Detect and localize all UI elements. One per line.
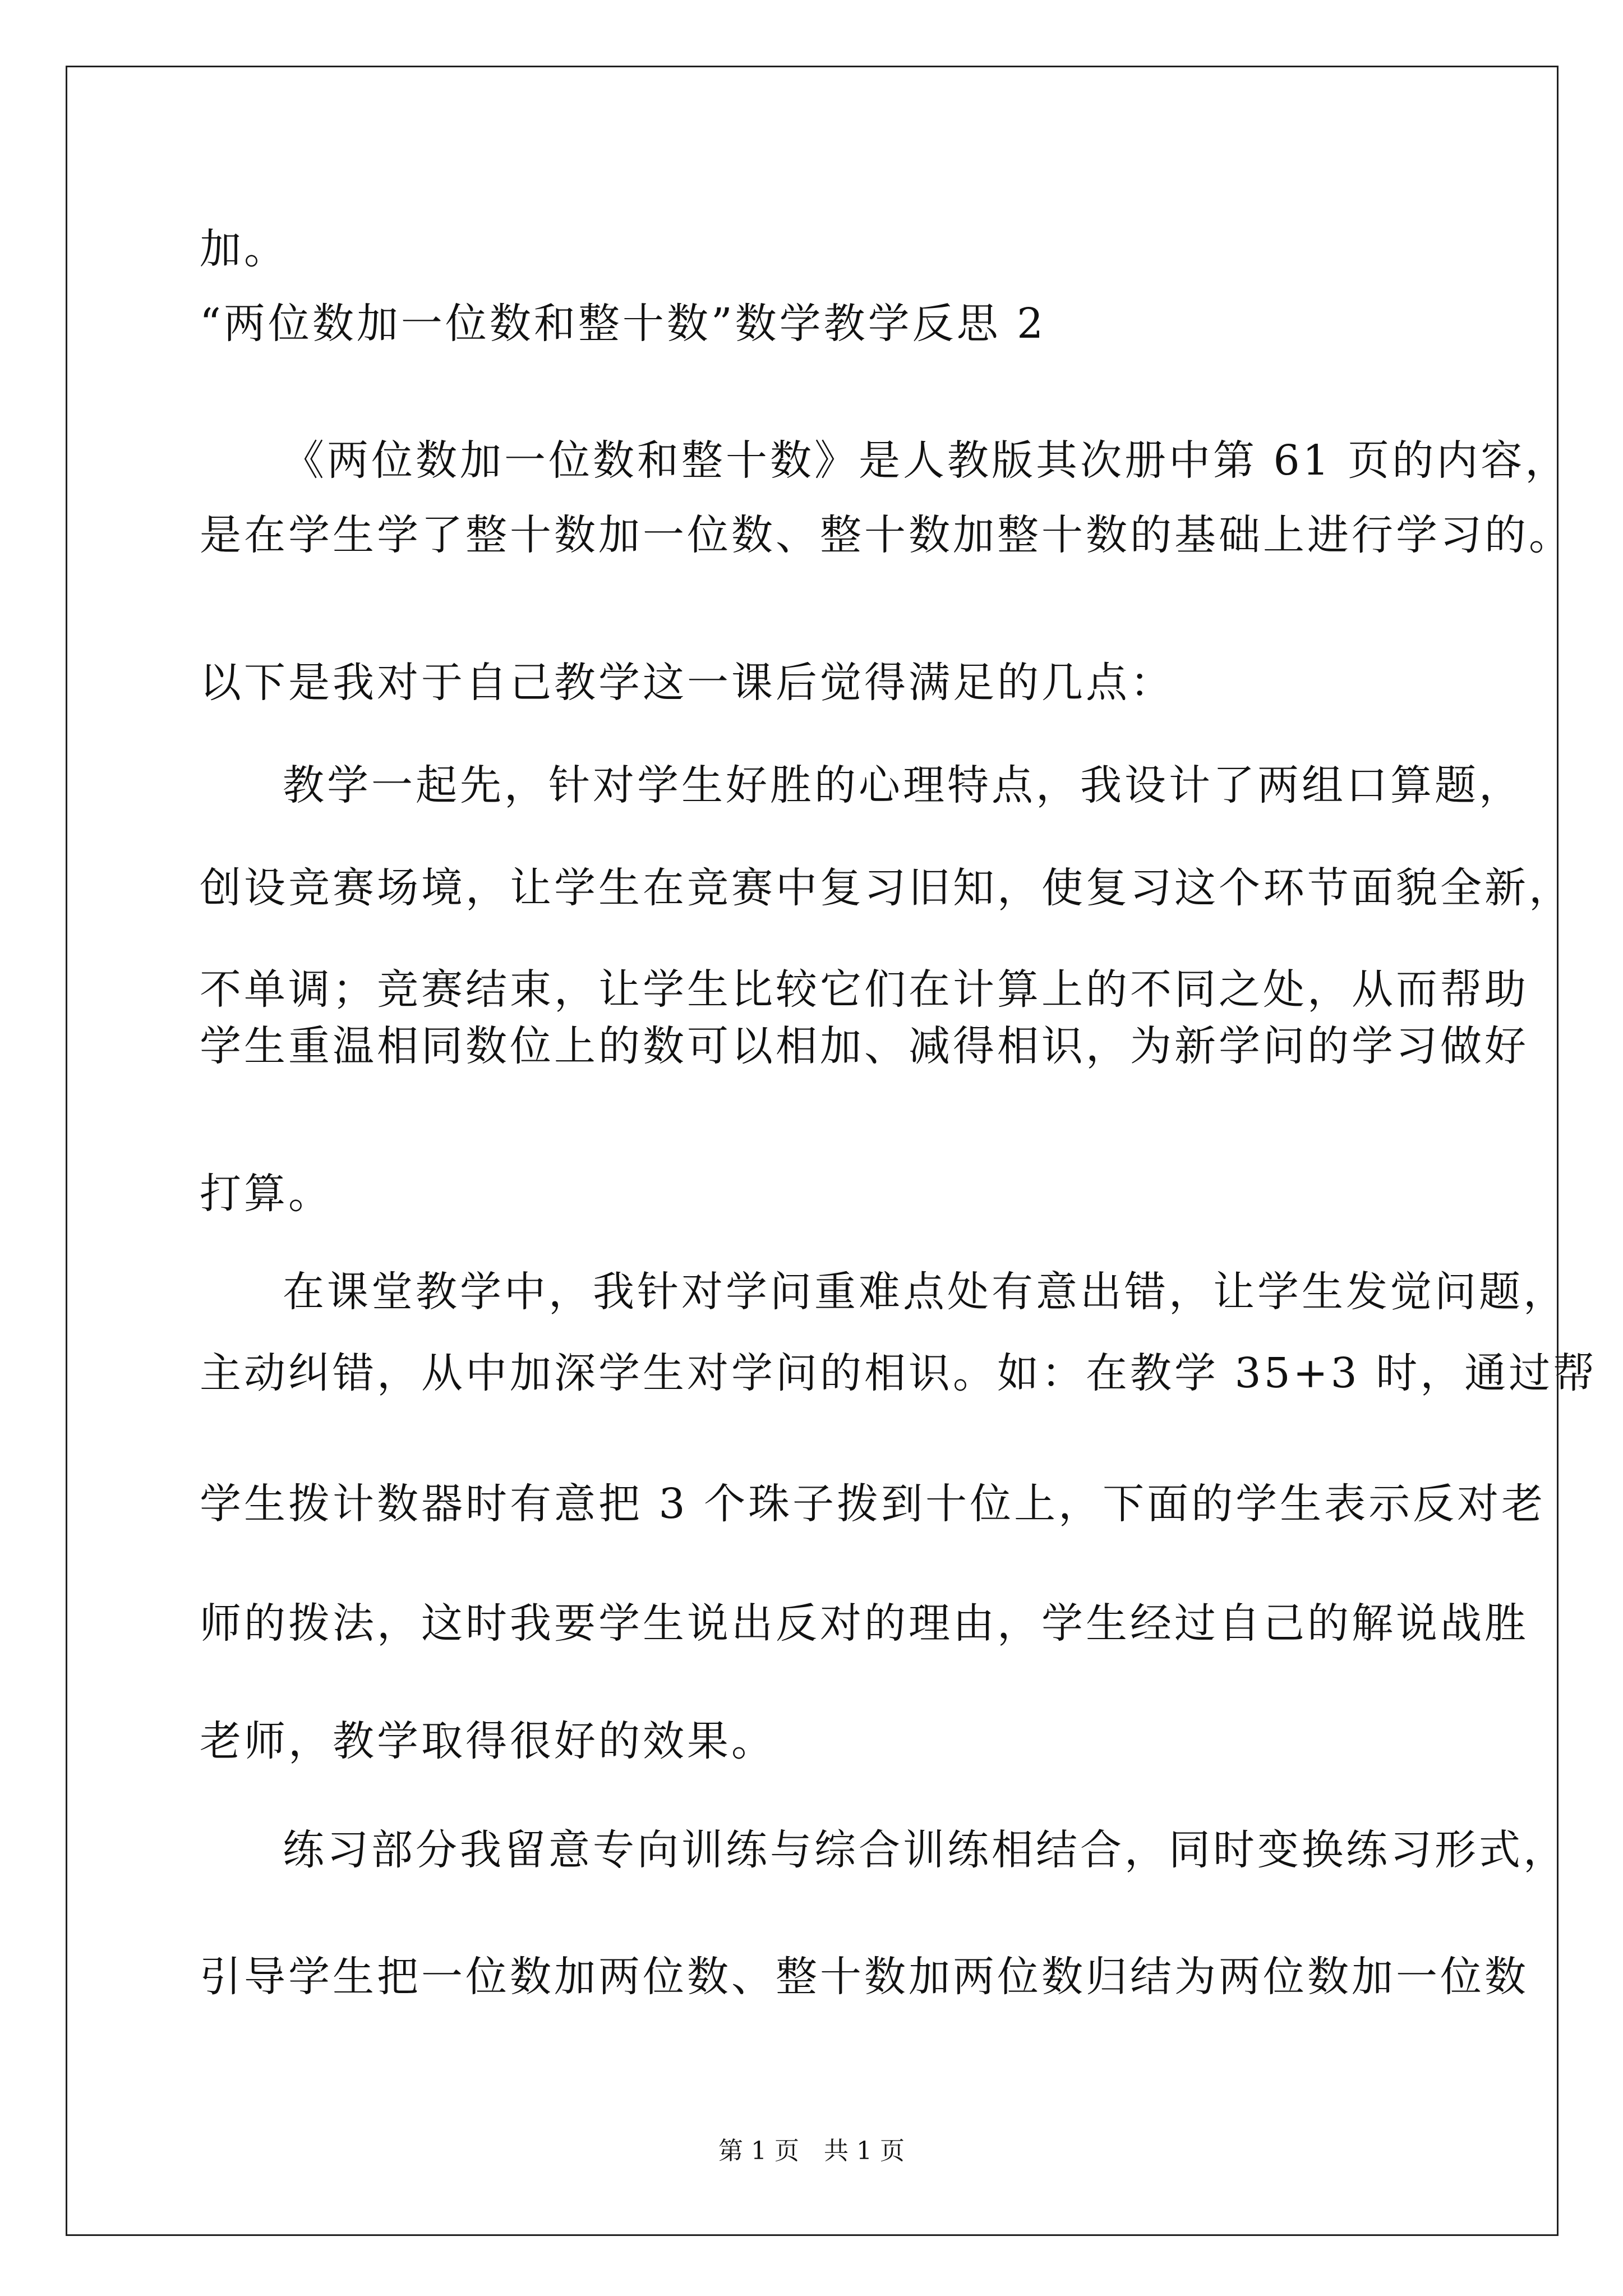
section-heading: “两位数加一位数和整十数”数学教学反思 2 [200, 300, 1046, 348]
paragraph-line: 不单调；竞赛结束，让学生比较它们在计算上的不同之处，从而帮助 [200, 965, 1529, 1014]
paragraph-line: 打算。 [200, 1170, 333, 1218]
paragraph-line: 《两位数加一位数和整十数》是人教版其次册中第 61 页的内容， [283, 436, 1570, 485]
paragraph-line: 学生重温相同数位上的数可以相加、减得相识，为新学问的学习做好 [200, 1022, 1529, 1070]
paragraph-line: 以下是我对于自己教学这一课后觉得满足的几点： [200, 659, 1174, 707]
page-footer: 第 1 页 共 1 页 [718, 2137, 905, 2165]
paragraph-line: 练习部分我留意专向训练与综合训练相结合，同时变换练习形式， [283, 1826, 1567, 1874]
text-line: 加。 [200, 225, 288, 273]
paragraph-line: 在课堂教学中，我针对学问重难点处有意出错，让学生发觉问题， [283, 1268, 1567, 1316]
paragraph-line: 创设竞赛场境，让学生在竞赛中复习旧知，使复习这个环节面貌全新， [200, 864, 1573, 912]
paragraph-line: 引导学生把一位数加两位数、整十数加两位数归结为两位数加一位数 [200, 1953, 1529, 2001]
paragraph-line: 教学一起先，针对学生好胜的心理特点，我设计了两组口算题， [283, 761, 1523, 809]
paragraph-line: 是在学生学了整十数加一位数、整十数加整十数的基础上进行学习的。 [200, 511, 1573, 559]
paragraph-line: 主动纠错，从中加深学生对学问的相识。如：在教学 35+3 时，通过帮 [200, 1349, 1598, 1397]
paragraph-line: 学生拨计数器时有意把 3 个珠子拨到十位上，下面的学生表示反对老 [200, 1480, 1546, 1528]
paragraph-line: 老师，教学取得很好的效果。 [200, 1717, 776, 1765]
paragraph-line: 师的拨法，这时我要学生说出反对的理由，学生经过自己的解说战胜 [200, 1599, 1529, 1648]
